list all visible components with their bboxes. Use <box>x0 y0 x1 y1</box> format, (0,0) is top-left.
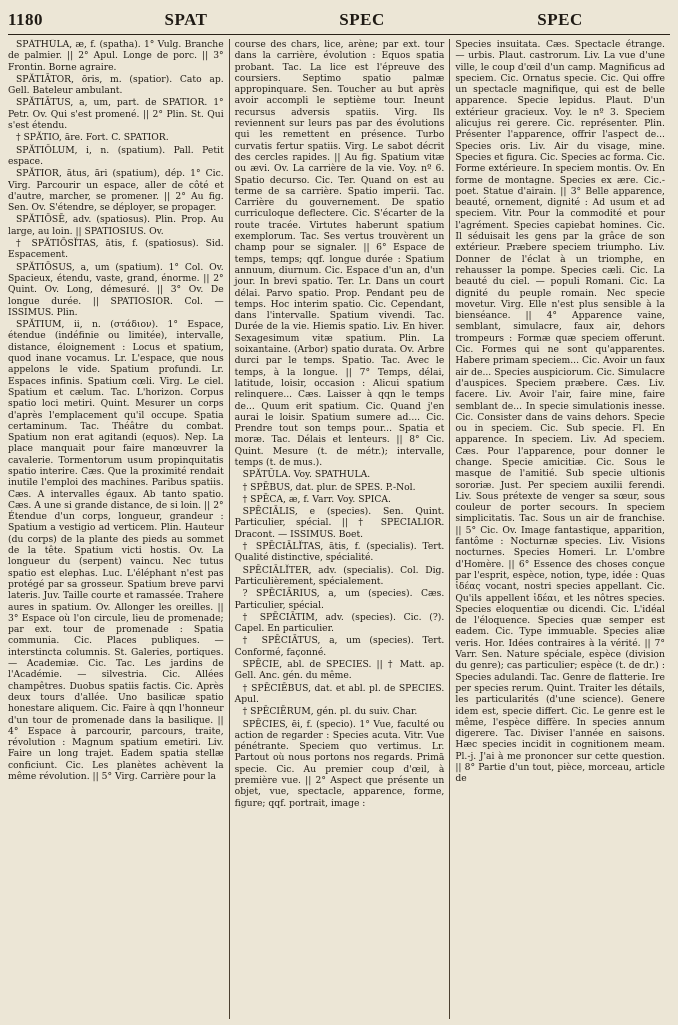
dictionary-entry: SPĒCIE, abl. de SPECIES. || † Matt. ap. Gell. Anc. gén. du même. <box>234 659 445 682</box>
dictionary-entry: SPĂTIUM, ii, n. (στάδιον). 1° Espace, étendue (indéfinie ou limitée), intervalle, distance, éloignement : Locus et spatium, quod inane vocamus. Lr. L'espace, que nous appelons le vide. Spatium profundi. Lr. Espaces infinis. Spatium cœli. Virg. Le ciel. Spatium et cælum. Tac. L'horizon. Corpus spatio loci metiri. Quint. Mesurer un corps d'après l'emplacement qu'il occupe. Spatia certaminum. Tac. Théâtre du combat. Spatium non erat agitandi (equos). Nep. La place manquait pour faire manœuvrer la cavalerie. Tormentorum usum propinquitatis spatio interire. Cæs. Que la proximité rendait inutile l'emploi des machines. Paribus spatiis. Cæs. A intervalles égaux. Ab tanto spatio. Cæs. A une si grande distance, de si loin. || 2° Étendue d'un corps, longueur, grandeur : Spatium a vestigio ad verticem. Plin. Hauteur (du corps) de la plante des pieds au sommet de la tête. Spatium victi hostis. Ov. La longueur du (serpent) vaincu. Nec tutus spatio est elephas. Luc. L'éléphant n'est pas protégé par sa grosseur. Spatium breve parvi lateris. Juv. Taille courte et ramassée. Trahere aures in spatium. Ov. Allonger les oreilles. || 3° Espace où l'on circule, lieu de promenade; par ext. tour de promenade : Spatia communia. Cic. Places publiques. — interstincta columnis. St. Galeries, portiques. — Academiæ. Cic. Tac. Les jardins de l'Académie. — silvestria. Cic. Allées champêtres. Duobus spatiis factis. Cic. Après deux tours d'allée. Uno basilicæ spatio honestare aliquem. Cic. Faire à qqn l'honneur d'un tour de promenade dans la basilique. || 4° Espace à parcourir, parcours, traite, révolution : Magnum spatium emetiri. Liv. Faire un long trajet. Eadem spatia stellæ conficiunt. Cic. Les planètes achèvent la même révolution. || 5° Virg. Carrière pour la <box>8 319 224 782</box>
dictionary-entry: SPĀTHŪLA, æ, f. (spatha). 1° Vulg. Branche de palmier. || 2° Apul. Longe de porc. || 3° Frontin. Borne agraire. <box>8 39 224 73</box>
dictionary-entry: † SPĒCIĀTIM, adv. (species). Cic. (?). Capel. En particulier. <box>234 611 445 635</box>
dictionary-entry: SPĂTIŎLUM, i, n. (spatium). Pall. Petit espace. <box>8 144 224 167</box>
dictionary-entry: SPĂTŬLA. Voy. SPATHULA. <box>242 469 371 481</box>
dictionary-entry: SPĂTIŌSUS, a, um (spatium). 1° Col. Ov. Spacieux, étendu, vaste, grand, énorme. || 2° Quint. Ov. Long, démesuré. || 3° Ov. De longue durée. || SPATIOSIOR. Col. — ISSIMUS. Plin. <box>8 261 224 318</box>
page-number: 1180 <box>8 10 44 29</box>
guide-word-right: SPEC <box>537 10 583 29</box>
dictionary-entry: † SPĒCIĒBUS, dat. et abl. pl. de SPECIES. Apul. <box>234 682 445 705</box>
dictionary-entry: SPĒCIES, ēi, f. (specio). 1° Vue, faculté ou action de regarder : Species acuta. Vitr. Vue pénétrante. Speciem quo vertimus. Lr. Partout où nous portons nos regards. Primā specie. Cic. Au premier coup d'œil, à première vue. || 2° Aspect que présente un objet, vue, spectacle, apparence, forme, figure; qqf. portrait, image : <box>234 718 445 809</box>
dictionary-entry: † SPĂTIO, āre. Fort. C. SPATIOR. <box>16 132 169 144</box>
dictionary-entry: † SPĒCIĀLĬTAS, ātis, f. (specialis). Tert. Qualité distinctive, spécialité. <box>234 541 445 564</box>
column-2 <box>229 39 450 1019</box>
dictionary-entry: SPĂTIŌSĒ, adv. (spatiosus). Plin. Prop. Au large, au loin. || SPATIOSIUS. Ov. <box>8 214 224 237</box>
header-rule <box>8 34 670 35</box>
dictionary-entry: course des chars, lice, arène; par ext. tour dans la carrière, évolution : Equos spatia probant. Tac. La lice est l'épreuve des coursiers. Septimo spatio palmæ appropinquare. Sen. Toucher au but après avoir accompli le septième tour. Ineunt recursus adversis spatiis. Virg. Ils reviennent sur leurs pas par des évolutions qui les remettent en présence. Turbo curvatis fertur spatiis. Virg. Le sabot décrit des cercles rapides. || Au fig. Spatium vitæ ou ævi. Ov. La carrière de la vie. Voy. nº 6. Spatio decurso. Cic. Ter. Quand on est au terme de sa carrière. Spatio imperii. Tac. Carrière du gouvernement. De spatio curriculoque deflectere. Cic. S'écarter de la route tracée. Virtutes haberunt spatium exemplorum. Tac. Ses vertus trouvèrent un champ pour se signaler. || 6° Espace de temps, temps; qqf. longue durée : Spatium annuum, diurnum. Cic. Espace d'un an, d'un jour. In brevi spatio. Ter. Lr. Dans un court délai. Parvo spatio. Prop. Pendant peu de temps. Hoc interim spatio. Cic. Cependant, dans l'intervalle. Spatium vivendi. Tac. Durée de la vie. Hiemis spatio. Liv. En hiver. Sexagesimum vitæ spatium. Plin. La soixantaine. (Arbor) spatio durata. Ov. Arbre durci par le temps. Spatio. Tac. Avec le temps, à la longue. || 7° Temps, délai, latitude, loisir, occasion : Alicui spatium relinquere... Cæs. Laisser à qqn le temps de... Quum erit spatium. Cic. Quand j'en aurai le loisir. Spatium sumere ad.... Cic. Prendre tout son temps pour... Spatia et moræ. Tac. Délais et lenteurs. || 8° Cic. Quint. Mesure (t. de métr.); intervalle, temps (t. de mus.). <box>234 39 445 468</box>
dictionary-entry: Species insuitata. Cæs. Spectacle étrange. — urbis. Plaut. castrorum. Liv. La vue d'une ville, le coup d'œil d'un camp. Magnificus ad speciem. Cic. Ornatus specie. Cic. Qui offre un spectacle magnifique, qui est de belle apparence. Specie lepidus. Plaut. D'un extérieur gracieux. Voy. le nº 3. Speciem alicujus rei gerere. Cic. représenter. Plin. Présenter l'apparence, offrir l'aspect de... Species oris. Liv. Air du visage, mine. Species et figura. Cic. Species ac forma. Cic. Forme extérieure. In speciem montis. Ov. En forme de montagne. Species ex ære. Cic.-poet. Statue d'airain. || 3° Belle apparence, beauté, ornement, dignité : Ad usum et ad speciem. Vitr. Pour la commodité et pour l'agrément. Species capiebat homines. Cic. Il séduisait les gens par la grâce de son extérieur. Præbere speciem triumpho. Liv. Donner de l'éclat à un triomphe, en rehausser la pompe. Species cæli. Cic. La beauté du ciel. — populi Romani. Cic. La dignité du peuple romain. Nec specie movetur. Virg. Elle n'est plus sensible à la bienséance. || 4° Apparence vaine, semblant, simulacre, faux air, dehors trompeurs : Formæ quæ speciem offerunt. Cic. Formes qui ne sont qu'apparentes. Habere primam speciem... Cic. Avoir un faux air de... Species auspiciorum. Cic. Simulacre d'auspices. Speciem præbere. Cæs. Liv. facere. Liv. Avoir l'air, faire mine, faire semblant de... In specie simulationis inesse. Cic. Consister dans de vains dehors. Specie ou in speciem. Cic. Sub specie. Fl. En apparence. In speciem. Liv. Ad speciem. Cæs. Pour l'apparence, pour donner le change. Specie amicitiæ. Cic. Sous le masque de l'amitié. Sub specie ultionis sororiæ. Just. Per speciem auxilii ferendi. Liv. Sous prétexte de venger sa sœur, sous couleur de porter secours. In speciem simplicitatis. Tac. Sous un air de franchise. || 5° Cic. Ov. Image fantastique, apparition, fantôme : Nocturnæ species. Liv. Visions nocturnes. Species Homeri. Lr. L'ombre d'Homère. || 6° Essence des choses conçue par l'esprit, espèce, notion, type, idée : Quas ἰδέας vocant, nostri species appellant. Cic. Qu'ils appellent ἰδέαι, et les nôtres species. Species eloquentiæ ou dicendi. Cic. L'idéal de l'éloquence. Species quæ semper est eadem. Cic. Type immuable. Species aliæ veris. Hor. Idées contraires à la vérité. || 7° Varr. Sen. Nature spéciale, espèce (division du genre); cas particulier; espèce (t. de dr.) : Species adulandi. Tac. Genre de flatterie. Ire per species rerum. Quint. Traiter les détails, les particularités (d'une science). Genere idem est, specie differt. Cic. Le genre est le même, l'espèce diffère. In species annum digerere. Tac. Diviser l'année en saisons. Hæc species incidit in cognitionem meam. Pl.-j. J'ai à me prononcer sur cette question. || 8° Partie d'un tout, pièce, morceau, article de <box>455 39 665 785</box>
column-3 <box>449 39 670 1019</box>
dictionary-entry: SPĒCIĀLIS, e (species). Sen. Quint. Particulier, spécial. || † SPECIALIOR. Dracont. — ISSIMUS. Boet. <box>234 506 445 540</box>
text-columns <box>8 39 670 1019</box>
guide-word-left: SPAT <box>164 10 208 29</box>
dictionary-entry: SPĂTIĀTUS, a, um, part. de SPATIOR. 1° Petr. Ov. Qui s'est promené. || 2° Plin. St. Qui s'est étendu. <box>8 97 224 132</box>
dictionary-entry: SPĒCIĀLĬTER, adv. (specialis). Col. Dig. Particulièrement, spécialement. <box>234 564 445 587</box>
column-1 <box>8 39 229 1019</box>
dictionary-entry: † SPĒBUS, dat. plur. de SPES. P.-Nol. <box>242 481 416 493</box>
dictionary-entry: SPĂTIĀTOR, ōris, m. (spatior). Cato ap. Gell. Bateleur ambulant. <box>8 73 224 97</box>
running-header <box>8 8 670 32</box>
dictionary-entry: † SPĒCIĒRUM, gén. pl. du suiv. Char. <box>242 706 418 718</box>
dictionary-entry: ? SPĒCIĀRIUS, a, um (species). Cæs. Particulier, spécial. <box>234 588 445 611</box>
dictionary-entry: † SPĒCIĀTUS, a, um (species). Tert. Conformé, façonné. <box>234 635 445 658</box>
dictionary-entry: † SPĒCA, æ, f. Varr. Voy. SPICA. <box>242 493 391 505</box>
dictionary-entry: † SPĂTIŌSĬTAS, ātis, f. (spatiosus). Sid. Espacement. <box>8 238 224 261</box>
guide-word-middle: SPEC <box>339 10 385 29</box>
dictionary-entry: SPĂTIOR, ātus, āri (spatium), dép. 1° Cic. Virg. Parcourir un espace, aller de côté et d'autre, marcher, se promener. || 2° Au fig. Sen. Ov. S'étendre, se déployer, se propager. <box>8 168 224 214</box>
